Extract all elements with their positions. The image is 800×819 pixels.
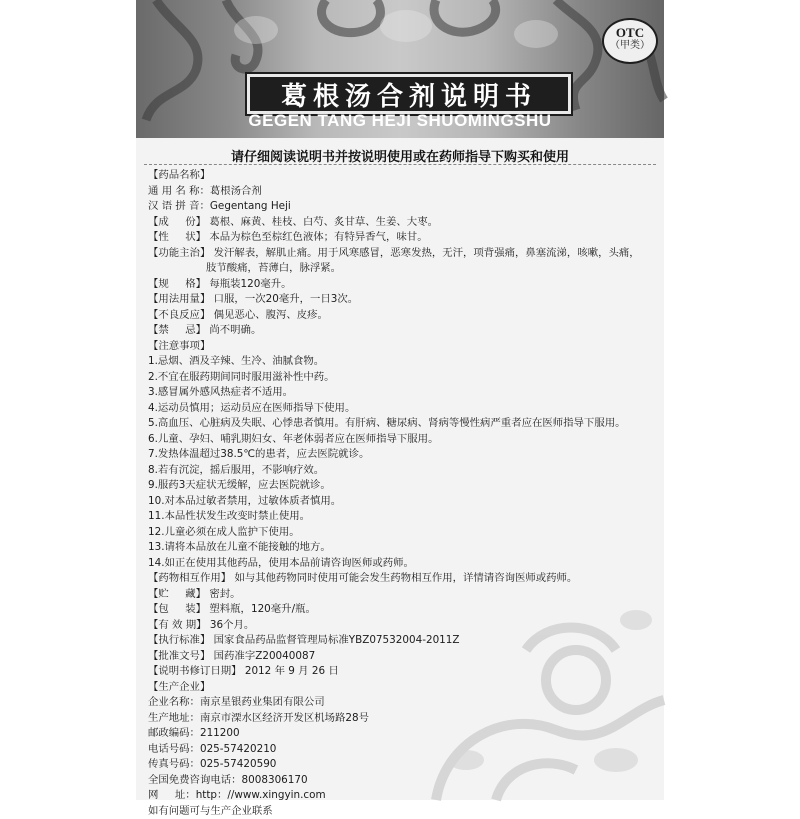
character: 本品为棕色至棕红色液体；有特异香气，味甘。 xyxy=(209,231,427,243)
contraindication-row xyxy=(148,323,658,339)
indication-label: 【功能主治】 xyxy=(148,247,210,259)
website: http：//www.xingyin.com xyxy=(196,789,326,801)
approval-number: 国药准字Z20040087 xyxy=(214,650,316,662)
dosage-row xyxy=(148,292,658,308)
fax-row xyxy=(148,757,658,773)
phone: 025-57420210 xyxy=(200,743,276,755)
revision-row xyxy=(148,664,658,680)
title-cn: 葛根汤合剂说明书 xyxy=(281,76,537,113)
company-row xyxy=(148,695,658,711)
precaution-item: 14.如正在使用其他药品，使用本品前请咨询医师或药师。 xyxy=(148,556,658,572)
interaction-label: 【药物相互作用】 xyxy=(148,572,231,584)
validity-label: 【有 效 期】 xyxy=(148,619,207,631)
dosage: 口服，一次20毫升，一日3次。 xyxy=(214,293,359,305)
otc-class: （甲类） xyxy=(604,40,656,52)
common-name-row xyxy=(148,184,658,200)
adverse-label: 【不良反应】 xyxy=(148,309,210,321)
storage: 密封。 xyxy=(209,588,240,600)
fax-label: 传真号码： xyxy=(148,758,200,770)
indication-row xyxy=(148,246,658,262)
precaution-item: 7.发热体温超过38.5℃的患者，应去医院就诊。 xyxy=(148,447,658,463)
composition-label: 【成 份】 xyxy=(148,216,206,228)
common-name-label: 通 用 名 称： xyxy=(148,185,210,197)
contraindication: 尚不明确。 xyxy=(209,324,261,336)
otc-mark: OTC xyxy=(604,26,656,40)
leaflet-sheet xyxy=(136,0,664,800)
validity-row xyxy=(148,618,658,634)
character-row xyxy=(148,230,658,246)
precaution-item: 9.服药3天症状无缓解，应去医院就诊。 xyxy=(148,478,658,494)
standard-row xyxy=(148,633,658,649)
precaution-item: 12.儿童必须在成人监护下使用。 xyxy=(148,525,658,541)
title-box xyxy=(247,74,571,114)
revision-label: 【说明书修订日期】 xyxy=(148,665,242,677)
composition-row xyxy=(148,215,658,231)
postcode: 211200 xyxy=(200,727,240,739)
pinyin-row xyxy=(148,199,658,215)
hotline: 8008306170 xyxy=(242,774,308,786)
storage-label: 【贮 藏】 xyxy=(148,588,206,600)
postcode-row xyxy=(148,726,658,742)
common-name: 葛根汤合剂 xyxy=(210,185,262,197)
package-row xyxy=(148,602,658,618)
revision-date: 2012 年 9 月 26 日 xyxy=(245,665,339,677)
dosage-label: 【用法用量】 xyxy=(148,293,210,305)
website-label: 网 址： xyxy=(148,789,196,801)
precautions-heading: 【注意事项】 xyxy=(148,339,658,355)
reading-notice: 请仔细阅读说明书并按说明使用或在药师指导下购买和使用 xyxy=(136,146,664,165)
drug-name-heading xyxy=(148,168,658,184)
precaution-item: 5.高血压、心脏病及失眠、心悸患者慎用。有肝病、糖尿病、肾病等慢性病严重者应在医师指导下服用。 xyxy=(148,416,658,432)
adverse-row xyxy=(148,308,658,324)
website-row xyxy=(148,788,658,804)
address-label: 生产地址： xyxy=(148,712,200,724)
precaution-item: 10.对本品过敏者禁用，过敏体质者慎用。 xyxy=(148,494,658,510)
company-label: 企业名称： xyxy=(148,696,200,708)
phone-row xyxy=(148,742,658,758)
package-label: 【包 装】 xyxy=(148,603,206,615)
leaflet-body xyxy=(148,168,658,819)
contraindication-label: 【禁 忌】 xyxy=(148,324,206,336)
adverse-reactions: 偶见恶心、腹泻、皮疹。 xyxy=(214,309,328,321)
precaution-item: 3.感冒属外感风热症者不适用。 xyxy=(148,385,658,401)
address: 南京市溧水区经济开发区机场路28号 xyxy=(200,712,369,724)
precaution-item: 6.儿童、孕妇、哺乳期妇女、年老体弱者应在医师指导下服用。 xyxy=(148,432,658,448)
precaution-item: 4.运动员慎用；运动员应在医师指导下使用。 xyxy=(148,401,658,417)
address-row xyxy=(148,711,658,727)
otc-badge xyxy=(602,18,658,64)
precaution-item: 11.本品性状发生改变时禁止使用。 xyxy=(148,509,658,525)
storage-row xyxy=(148,587,658,603)
postcode-label: 邮政编码： xyxy=(148,727,200,739)
interaction-row xyxy=(148,571,658,587)
pinyin-label: 汉 语 拼 音： xyxy=(148,200,210,212)
spec-row xyxy=(148,277,658,293)
hotline-label: 全国免费咨询电话： xyxy=(148,774,242,786)
composition: 葛根、麻黄、桂枝、白芍、炙甘草、生姜、大枣。 xyxy=(209,216,438,228)
divider xyxy=(144,164,656,165)
precaution-item: 13.请将本品放在儿童不能接触的地方。 xyxy=(148,540,658,556)
indication-continuation: 肢节酸痛，苔薄白，脉浮紧。 xyxy=(148,261,658,277)
contact-note: 如有问题可与生产企业联系 xyxy=(148,804,658,819)
spec-label: 【规 格】 xyxy=(148,278,206,290)
standard-label: 【执行标准】 xyxy=(148,634,210,646)
drug-name-label: 【药品名称】 xyxy=(148,169,210,181)
pinyin-name: Gegentang Heji xyxy=(210,200,291,212)
phone-label: 电话号码： xyxy=(148,743,200,755)
indication-line-1: 发汗解表，解肌止痛。用于风寒感冒，恶寒发热，无汗，项背强痛，鼻塞流涕，咳嗽，头痛， xyxy=(214,247,640,259)
company-name: 南京星银药业集团有限公司 xyxy=(200,696,325,708)
precaution-item: 1.忌烟、酒及辛辣、生冷、油腻食物。 xyxy=(148,354,658,370)
hotline-row xyxy=(148,773,658,789)
approval-label: 【批准文号】 xyxy=(148,650,210,662)
approval-row xyxy=(148,649,658,665)
title-en: GEGEN TANG HEJI SHUOMINGSHU xyxy=(136,111,664,131)
validity: 36个月。 xyxy=(210,619,254,631)
precaution-item: 2.不宜在服药期间同时服用滋补性中药。 xyxy=(148,370,658,386)
fax: 025-57420590 xyxy=(200,758,276,770)
interaction: 如与其他药物同时使用可能会发生药物相互作用，详情请咨询医师或药师。 xyxy=(234,572,577,584)
manufacturer-heading: 【生产企业】 xyxy=(148,680,658,696)
precaution-item: 8.若有沉淀，摇后服用，不影响疗效。 xyxy=(148,463,658,479)
standard: 国家食品药品监督管理局标准YBZ07532004-2011Z xyxy=(214,634,460,646)
spec: 每瓶装120毫升。 xyxy=(209,278,291,290)
header-banner xyxy=(136,0,664,138)
package: 塑料瓶，120毫升/瓶。 xyxy=(209,603,315,615)
character-label: 【性 状】 xyxy=(148,231,206,243)
